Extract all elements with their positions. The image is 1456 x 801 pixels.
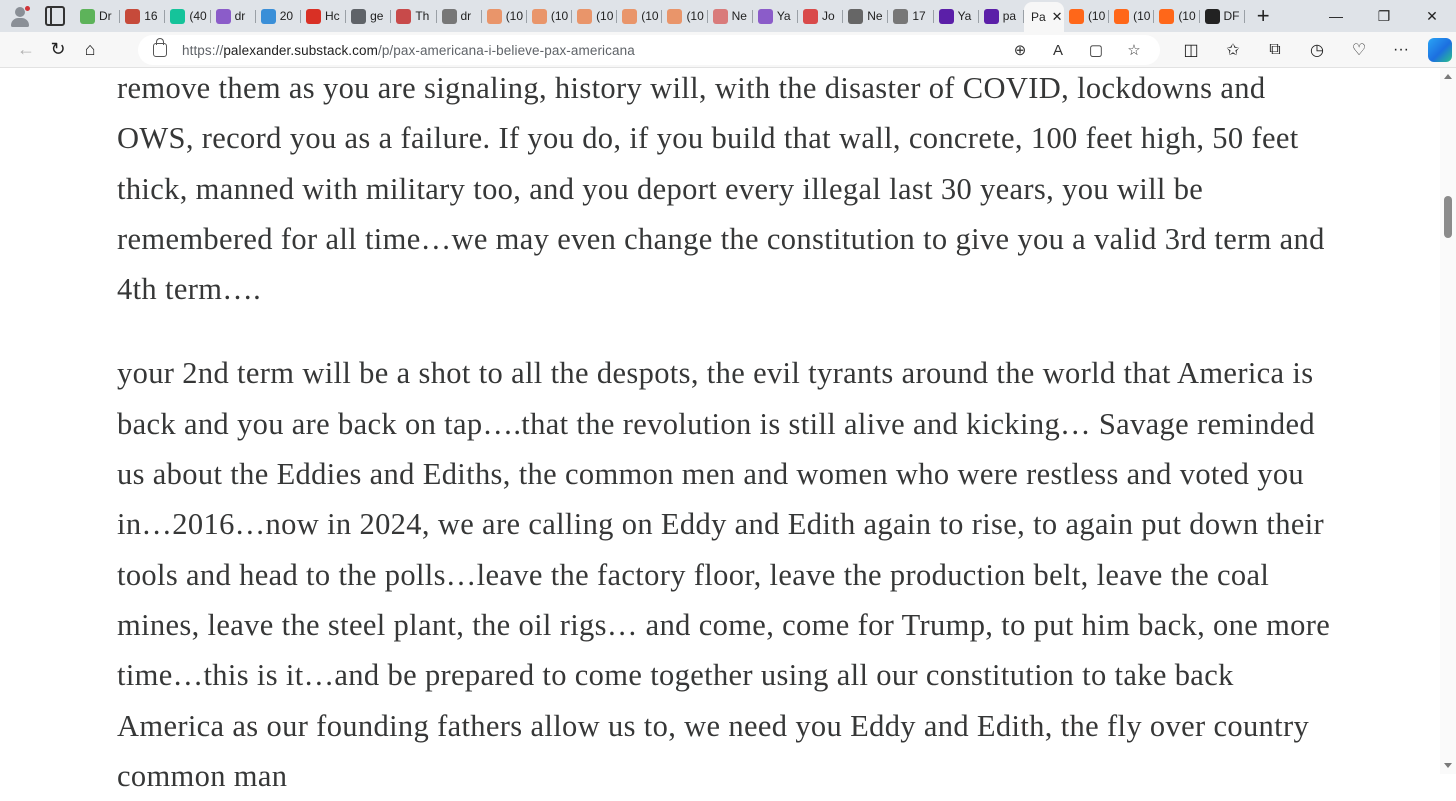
browser-essentials-icon[interactable]: ♡ xyxy=(1351,42,1367,59)
play-icon xyxy=(80,9,95,24)
tab[interactable] xyxy=(798,3,843,29)
substack-icon xyxy=(1159,9,1174,24)
tab-active[interactable] xyxy=(1024,2,1064,32)
favorite-star-icon[interactable]: ☆ xyxy=(1127,42,1141,59)
url-path: /p/pax-americana-i-believe-pax-americana xyxy=(377,42,635,58)
tab-label: Th xyxy=(415,9,430,23)
page-viewport xyxy=(0,68,1440,793)
yahoo-icon xyxy=(758,9,773,24)
history-icon[interactable]: ◷ xyxy=(1310,42,1324,59)
tab-label: Hc xyxy=(324,9,340,23)
tab-label: (40 xyxy=(189,9,207,23)
refresh-icon[interactable]: ↻ xyxy=(50,39,66,59)
tab-label: (10 xyxy=(1087,9,1106,23)
bars-icon xyxy=(125,9,140,24)
close-window-icon[interactable]: ✕ xyxy=(1426,7,1438,24)
yahoo-icon xyxy=(984,9,999,24)
copilot-icon[interactable] xyxy=(1428,38,1452,62)
restore-icon[interactable]: ❐ xyxy=(1377,7,1391,24)
doc-icon xyxy=(442,9,457,24)
tab[interactable] xyxy=(753,3,798,29)
scroll-down-icon[interactable] xyxy=(1444,763,1452,768)
substack-icon xyxy=(622,9,637,24)
address-bar[interactable] xyxy=(138,35,1160,65)
tab-label: Ne xyxy=(731,9,747,23)
tab-label: Dr xyxy=(99,9,112,23)
tab-label: (10 xyxy=(1133,9,1151,23)
url-domain: palexander.substack.com xyxy=(223,42,378,58)
tab-label: 20 xyxy=(279,9,294,23)
tab[interactable] xyxy=(617,3,662,29)
g-icon xyxy=(170,9,185,24)
tab-label: Ne xyxy=(867,9,883,23)
close-tab-icon[interactable]: ✕ xyxy=(1051,9,1063,24)
back-icon[interactable]: ← xyxy=(17,39,35,59)
tab[interactable] xyxy=(211,3,256,29)
yahoo-icon xyxy=(216,9,231,24)
article-body xyxy=(117,63,1332,801)
tab[interactable] xyxy=(437,3,482,29)
tab[interactable] xyxy=(662,3,707,29)
tab[interactable] xyxy=(1109,3,1154,29)
tab[interactable] xyxy=(256,3,301,29)
tab[interactable] xyxy=(346,3,391,29)
tab-label: (10 xyxy=(550,9,569,23)
tab[interactable] xyxy=(391,3,436,29)
tab[interactable] xyxy=(708,3,753,29)
tab[interactable] xyxy=(572,3,617,29)
tab-label: Ya xyxy=(776,9,791,23)
tab-label: ge xyxy=(370,9,384,23)
split-screen-icon[interactable]: ◫ xyxy=(1183,42,1199,59)
collections-icon[interactable]: ⧉ xyxy=(1269,41,1281,58)
tab[interactable] xyxy=(1154,3,1199,29)
tab-actions-icon[interactable] xyxy=(45,6,65,26)
tab[interactable] xyxy=(482,3,527,29)
tab[interactable] xyxy=(301,3,346,29)
new-tab-button[interactable]: + xyxy=(1256,3,1270,28)
tab-label: 17 xyxy=(912,9,926,23)
mail-icon xyxy=(848,9,863,24)
substack-icon xyxy=(487,9,502,24)
p-icon xyxy=(261,9,276,24)
news-icon xyxy=(713,9,728,24)
doc-icon xyxy=(893,9,908,24)
tab-label: (10 xyxy=(596,9,614,23)
article-paragraph: your 2nd term will be a shot to all the despots, the evil tyrants around the world that America is back and you are back on tap….that the revolution is still alive and kicking… Savage reminded us about the Eddies and Ediths, the common men and women who were restless and voted you in…2016…now in 2024, we are calling on Eddy and Edith again to rise, to again put down their tools and head to the polls…leave the factory floor, leave the production belt, leave the coal mines, leave the steel plant, the oil rigs… and come, come for Trump, to put him back, one more time…this is it…and be prepared to come together using all our constitution to take back America as our founding fathers allow us to, we need you Eddy and Edith, the fly over country common man xyxy=(117,356,1331,793)
tab-label: 16 xyxy=(144,9,158,23)
tab-label: (10 xyxy=(505,9,524,23)
pin-icon xyxy=(306,9,321,24)
tab[interactable] xyxy=(165,3,210,29)
grid-icon xyxy=(396,9,411,24)
window-controls xyxy=(1312,0,1456,32)
scrollbar-thumb[interactable] xyxy=(1444,196,1452,238)
slash-icon xyxy=(1205,9,1220,24)
substack-icon xyxy=(1114,9,1129,24)
profile-avatar-icon[interactable] xyxy=(9,5,31,27)
immersive-reader-icon[interactable]: ▢ xyxy=(1088,42,1104,59)
tab[interactable] xyxy=(979,3,1024,29)
yahoo-icon xyxy=(939,9,954,24)
tab[interactable] xyxy=(1064,3,1109,29)
zoom-icon[interactable]: ⊕ xyxy=(1013,42,1027,59)
tab-label: pa xyxy=(1002,9,1017,23)
home-icon[interactable]: ⌂ xyxy=(84,39,96,59)
substack-icon xyxy=(1069,9,1084,24)
tab-label: dr xyxy=(460,9,472,23)
tab-list xyxy=(75,0,1270,32)
vertical-scrollbar[interactable] xyxy=(1440,68,1456,774)
tab[interactable] xyxy=(888,3,933,29)
video-icon xyxy=(803,9,818,24)
tab-label: (10 xyxy=(686,9,704,23)
tab[interactable] xyxy=(75,3,120,29)
tab-strip xyxy=(0,0,1456,32)
scroll-up-icon[interactable] xyxy=(1444,74,1452,79)
tab[interactable] xyxy=(120,3,165,29)
tab[interactable] xyxy=(843,3,888,29)
url-text[interactable] xyxy=(182,43,635,58)
substack-icon xyxy=(532,9,547,24)
tab-label: (10 xyxy=(1178,9,1196,23)
tab-label: Jo xyxy=(822,9,835,23)
tab[interactable] xyxy=(527,3,572,29)
article-paragraph: remove them as you are signaling, history will, with the disaster of COVID, lockdowns and OWS, record you as a failure. If you do, if you build that wall, concrete, 100 feet high, 50 feet thick, manned with military too, and you deport every illegal last 30 years, you will be remembered for all time…we may even change the constitution to give you a valid 3rd term and 4th term…. xyxy=(117,71,1325,307)
tab-label: Ya xyxy=(957,9,972,23)
tab[interactable] xyxy=(934,3,979,29)
substack-icon xyxy=(577,9,592,24)
more-menu-icon[interactable]: ··· xyxy=(1393,41,1409,58)
tab-label: Pa xyxy=(1030,10,1046,24)
url-prefix: https:// xyxy=(182,42,224,58)
tab-label: dr xyxy=(234,9,246,23)
favorites-icon[interactable]: ✩ xyxy=(1226,42,1240,59)
minimize-icon[interactable]: — xyxy=(1329,8,1343,24)
tab-label: DF xyxy=(1223,9,1240,23)
tab-label: (10 xyxy=(641,9,659,23)
search-icon xyxy=(351,9,366,24)
tab[interactable] xyxy=(1200,3,1245,29)
read-aloud-icon[interactable]: A xyxy=(1052,41,1063,59)
substack-icon xyxy=(667,9,682,24)
lock-icon[interactable] xyxy=(153,43,167,57)
